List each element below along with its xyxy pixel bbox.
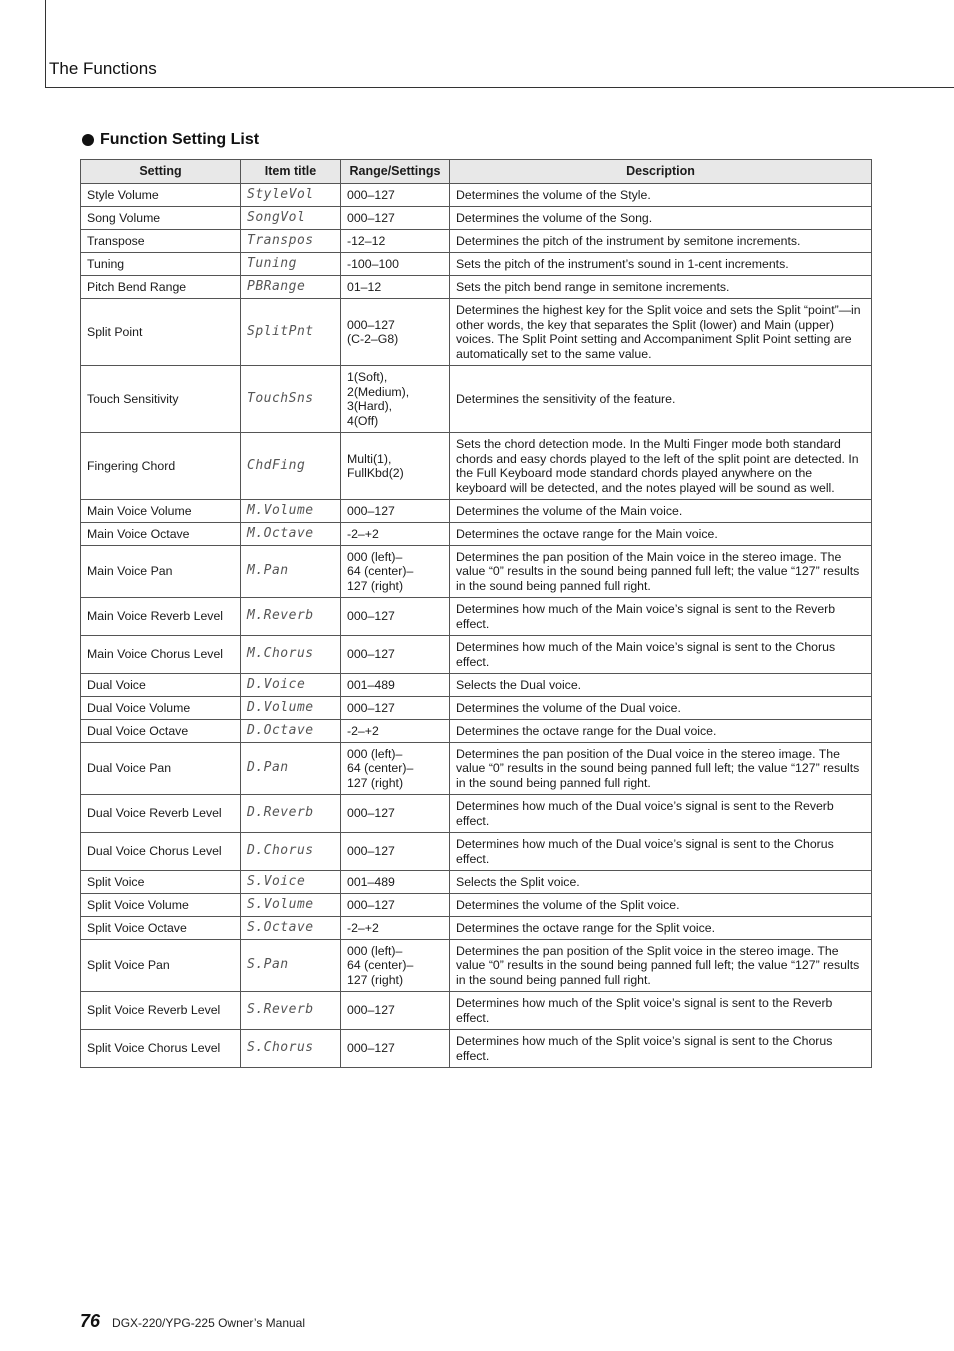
setting-cell: Dual Voice Chorus Level [81,833,241,871]
table-row [81,697,872,720]
description-cell: Determines the volume of the Split voice. [450,894,872,917]
function-setting-table [80,159,872,1068]
table-row [81,253,872,276]
item-title-cell: M.Chorus [241,636,341,674]
description-cell: Determines how much of the Dual voice’s signal is sent to the Chorus effect. [450,833,872,871]
setting-cell: Tuning [81,253,241,276]
setting-cell: Main Voice Chorus Level [81,636,241,674]
description-cell: Determines the octave range for the Main voice. [450,523,872,546]
header-horizontal-rule [45,87,954,88]
range-cell: Multi(1), FullKbd(2) [341,433,450,500]
item-title-cell: S.Voice [241,871,341,894]
setting-cell: Main Voice Pan [81,546,241,598]
description-cell: Determines the volume of the Dual voice. [450,697,872,720]
description-cell: Sets the pitch bend range in semitone increments. [450,276,872,299]
setting-cell: Dual Voice Octave [81,720,241,743]
list-heading-text: Function Setting List [100,131,260,148]
table-row [81,940,872,992]
item-title-cell: TouchSns [241,366,341,433]
table-row [81,1030,872,1068]
description-cell: Determines how much of the Split voice’s signal is sent to the Chorus effect. [450,1030,872,1068]
setting-cell: Split Voice [81,871,241,894]
setting-cell: Dual Voice Volume [81,697,241,720]
item-title-cell: M.Pan [241,546,341,598]
description-cell: Determines how much of the Split voice’s signal is sent to the Reverb effect. [450,992,872,1030]
item-title-cell: Tuning [241,253,341,276]
range-cell: -2–+2 [341,720,450,743]
setting-cell: Main Voice Volume [81,500,241,523]
description-cell: Determines the sensitivity of the feature. [450,366,872,433]
setting-cell: Split Voice Pan [81,940,241,992]
setting-cell: Style Volume [81,184,241,207]
function-setting-list-heading [82,131,259,149]
description-cell: Determines the volume of the Style. [450,184,872,207]
setting-cell: Main Voice Octave [81,523,241,546]
description-cell: Determines the octave range for the Dual voice. [450,720,872,743]
setting-cell: Split Voice Reverb Level [81,992,241,1030]
description-cell: Determines the pan position of the Main voice in the stereo image. The value “0” results in the sound being panned full left; the value “127” results in the sound being panned full right. [450,546,872,598]
setting-cell: Dual Voice Pan [81,743,241,795]
range-cell: 000 (left)– 64 (center)– 127 (right) [341,743,450,795]
item-title-cell: SplitPnt [241,299,341,366]
range-cell: 000–127 [341,500,450,523]
table-row [81,674,872,697]
setting-cell: Transpose [81,230,241,253]
table-row [81,743,872,795]
item-title-cell: M.Octave [241,523,341,546]
table-row [81,992,872,1030]
range-cell: 000 (left)– 64 (center)– 127 (right) [341,546,450,598]
range-cell: 001–489 [341,871,450,894]
setting-cell: Main Voice Reverb Level [81,598,241,636]
item-title-cell: D.Reverb [241,795,341,833]
table-row [81,720,872,743]
description-cell: Selects the Dual voice. [450,674,872,697]
description-cell: Determines the volume of the Song. [450,207,872,230]
range-cell: 000–127 [341,184,450,207]
setting-cell: Touch Sensitivity [81,366,241,433]
description-cell: Determines how much of the Main voice’s signal is sent to the Chorus effect. [450,636,872,674]
range-cell: 1(Soft), 2(Medium), 3(Hard), 4(Off) [341,366,450,433]
item-title-cell: S.Volume [241,894,341,917]
setting-cell: Split Voice Chorus Level [81,1030,241,1068]
range-cell: 000–127 [341,1030,450,1068]
setting-cell: Dual Voice [81,674,241,697]
page-footer [80,1311,305,1332]
item-title-cell: StyleVol [241,184,341,207]
table-row [81,276,872,299]
item-title-cell: M.Reverb [241,598,341,636]
range-cell: 000–127 (C-2–G8) [341,299,450,366]
range-cell: 001–489 [341,674,450,697]
table-row [81,500,872,523]
page-number: 76 [80,1311,101,1331]
item-title-cell: D.Volume [241,697,341,720]
item-title-cell: D.Pan [241,743,341,795]
table-row [81,871,872,894]
description-cell: Sets the pitch of the instrument’s sound in 1-cent increments. [450,253,872,276]
table-row [81,230,872,253]
manual-title: DGX-220/YPG-225 Owner’s Manual [112,1316,306,1330]
item-title-cell: ChdFing [241,433,341,500]
description-cell: Determines the pan position of the Dual voice in the stereo image. The value “0” results in the sound being panned full left; the value “127” results in the sound being panned full right. [450,743,872,795]
column-header-description: Description [450,160,872,184]
item-title-cell: D.Chorus [241,833,341,871]
table-row [81,184,872,207]
column-header-setting: Setting [81,160,241,184]
setting-cell: Split Voice Volume [81,894,241,917]
column-header-range: Range/Settings [341,160,450,184]
header-vertical-rule [45,0,46,88]
setting-cell: Split Point [81,299,241,366]
item-title-cell: S.Reverb [241,992,341,1030]
range-cell: 000–127 [341,833,450,871]
item-title-cell: PBRange [241,276,341,299]
setting-cell: Fingering Chord [81,433,241,500]
item-title-cell: D.Voice [241,674,341,697]
table-row [81,207,872,230]
item-title-cell: S.Chorus [241,1030,341,1068]
range-cell: 000–127 [341,636,450,674]
description-cell: Determines how much of the Main voice’s signal is sent to the Reverb effect. [450,598,872,636]
range-cell: 000–127 [341,598,450,636]
setting-cell: Dual Voice Reverb Level [81,795,241,833]
table-row [81,299,872,366]
range-cell: 000 (left)– 64 (center)– 127 (right) [341,940,450,992]
range-cell: 000–127 [341,207,450,230]
range-cell: -100–100 [341,253,450,276]
table-row [81,523,872,546]
table-header-row [81,160,872,184]
table-row [81,917,872,940]
description-cell: Determines the highest key for the Split voice and sets the Split “point”—in other words, the key that separates the Split (lower) and Main (upper) voices. The Split Point setting and Accompaniment Split Point setting are automatically set to the same value. [450,299,872,366]
description-cell: Sets the chord detection mode. In the Multi Finger mode both standard chords and easy chords played to the left of the split point are detected. In the Full Keyboard mode standard chords played anywhere on the keyboard will be detected, and the notes played will be sound as well. [450,433,872,500]
item-title-cell: D.Octave [241,720,341,743]
description-cell: Determines the pitch of the instrument by semitone increments. [450,230,872,253]
range-cell: -12–12 [341,230,450,253]
range-cell: -2–+2 [341,523,450,546]
description-cell: Determines how much of the Dual voice’s signal is sent to the Reverb effect. [450,795,872,833]
table-row [81,546,872,598]
item-title-cell: S.Pan [241,940,341,992]
item-title-cell: S.Octave [241,917,341,940]
section-title: The Functions [49,59,157,78]
range-cell: 000–127 [341,697,450,720]
table-row [81,833,872,871]
range-cell: 01–12 [341,276,450,299]
description-cell: Selects the Split voice. [450,871,872,894]
setting-cell: Song Volume [81,207,241,230]
item-title-cell: M.Volume [241,500,341,523]
table-row [81,433,872,500]
table-row [81,795,872,833]
description-cell: Determines the volume of the Main voice. [450,500,872,523]
range-cell: 000–127 [341,894,450,917]
table-row [81,366,872,433]
range-cell: 000–127 [341,992,450,1030]
setting-cell: Pitch Bend Range [81,276,241,299]
table-row [81,636,872,674]
description-cell: Determines the octave range for the Split voice. [450,917,872,940]
column-header-item-title: Item title [241,160,341,184]
range-cell: -2–+2 [341,917,450,940]
table-row [81,894,872,917]
bullet-icon [82,134,94,146]
description-cell: Determines the pan position of the Split voice in the stereo image. The value “0” results in the sound being panned full left; the value “127” results in the sound being panned full right. [450,940,872,992]
item-title-cell: SongVol [241,207,341,230]
table-row [81,598,872,636]
item-title-cell: Transpos [241,230,341,253]
setting-cell: Split Voice Octave [81,917,241,940]
range-cell: 000–127 [341,795,450,833]
